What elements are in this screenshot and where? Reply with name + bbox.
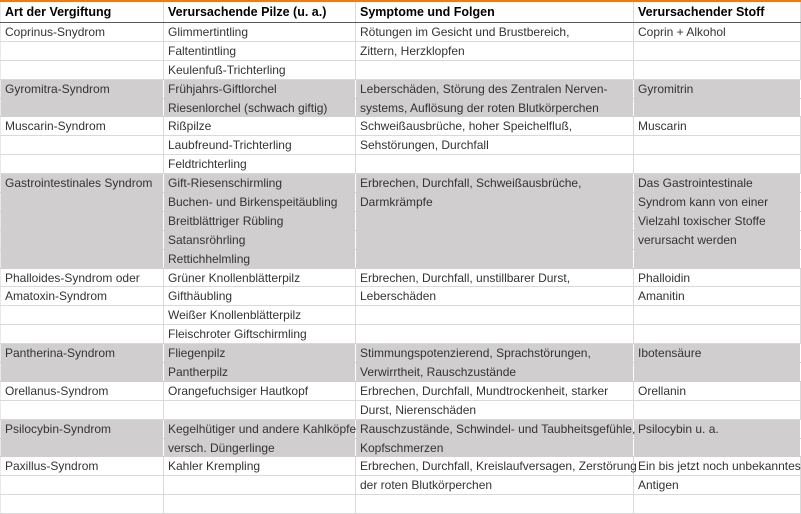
cell (164, 400, 356, 419)
column-header-verursachende-pilze: Verursachende Pilze (u. a.) (164, 1, 356, 23)
table-row (1, 325, 801, 344)
cell (634, 249, 801, 268)
cell (1, 230, 164, 249)
cell: versch. Düngerlinge (164, 438, 356, 457)
cell: Orellanus-Syndrom (1, 381, 164, 400)
table-row (1, 211, 801, 230)
table-row (1, 60, 801, 79)
cell (1, 476, 164, 495)
cell (634, 155, 801, 174)
cell: systems, Auflösung der roten Blutkörperchen (356, 98, 634, 117)
cell (356, 325, 634, 344)
cell: Leberschäden, Störung des Zentralen Nerven- (356, 79, 634, 98)
cell: Pantherina-Syndrom (1, 344, 164, 363)
cell (1, 400, 164, 419)
table-row (1, 98, 801, 117)
cell: Frühjahrs-Giftlorchel (164, 79, 356, 98)
table-row (1, 23, 801, 42)
cell: Glimmertintling (164, 23, 356, 42)
cell: Fliegenpilz (164, 344, 356, 363)
cell: Verwirrtheit, Rauschzustände (356, 363, 634, 382)
cell (164, 476, 356, 495)
cell (356, 306, 634, 325)
cell: Fleischroter Giftschirmling (164, 325, 356, 344)
column-header-art-der-vergiftung: Art der Vergiftung (1, 1, 164, 23)
cell: Rötungen im Gesicht und Brustbereich, (356, 23, 634, 42)
cell: Sehstörungen, Durchfall (356, 136, 634, 155)
table-row (1, 230, 801, 249)
cell: Gastrointestinales Syndrom (1, 174, 164, 193)
cell: Erbrechen, Durchfall, Schweißausbrüche, (356, 174, 634, 193)
cell: Erbrechen, Durchfall, Mundtrockenheit, starker (356, 381, 634, 400)
cell (1, 155, 164, 174)
cell (634, 136, 801, 155)
cell: Antigen (634, 476, 801, 495)
cell (1, 438, 164, 457)
cell: Kegelhütiger und andere Kahlköpfe (164, 419, 356, 438)
cell (164, 495, 356, 514)
cell: Faltentintling (164, 41, 356, 60)
table-row (1, 495, 801, 514)
cell (1, 98, 164, 117)
cell (356, 155, 634, 174)
cell: Orangefuchsiger Hautkopf (164, 381, 356, 400)
cell: Leberschäden (356, 287, 634, 306)
cell: Orellanin (634, 381, 801, 400)
cell: Durst, Nierenschäden (356, 400, 634, 419)
table-row (1, 363, 801, 382)
cell: Erbrechen, Durchfall, unstillbarer Durst, (356, 268, 634, 287)
cell: Psilocybin u. a. (634, 419, 801, 438)
table-row (1, 117, 801, 136)
cell (1, 193, 164, 212)
table-row (1, 79, 801, 98)
cell: Weißer Knollenblätterpilz (164, 306, 356, 325)
column-header-verursachender-stoff: Verursachender Stoff (634, 1, 801, 23)
cell (1, 249, 164, 268)
table-row (1, 457, 801, 476)
cell: Phalloides-Syndrom oder (1, 268, 164, 287)
cell: Amatoxin-Syndrom (1, 287, 164, 306)
cell: Muscarin-Syndrom (1, 117, 164, 136)
cell: Kopfschmerzen (356, 438, 634, 457)
table-row (1, 41, 801, 60)
table-row (1, 287, 801, 306)
cell (1, 41, 164, 60)
cell (356, 60, 634, 79)
cell (634, 98, 801, 117)
cell: Rißpilze (164, 117, 356, 136)
cell: Darmkrämpfe (356, 193, 634, 212)
cell: Erbrechen, Durchfall, Kreislaufversagen, Zerstörung (356, 457, 634, 476)
cell (356, 249, 634, 268)
cell: Coprin + Alkohol (634, 23, 801, 42)
cell: Gyromitrin (634, 79, 801, 98)
cell: Phalloidin (634, 268, 801, 287)
cell (634, 41, 801, 60)
table-row (1, 419, 801, 438)
cell (1, 306, 164, 325)
cell: Riesenlorchel (schwach giftig) (164, 98, 356, 117)
cell (634, 60, 801, 79)
cell (634, 363, 801, 382)
table-row (1, 476, 801, 495)
cell: Syndrom kann von einer (634, 193, 801, 212)
cell (1, 136, 164, 155)
cell: Amanitin (634, 287, 801, 306)
table-row (1, 268, 801, 287)
cell (634, 306, 801, 325)
cell (1, 325, 164, 344)
table-row (1, 155, 801, 174)
table-header (1, 1, 801, 23)
cell: Breitblättriger Rübling (164, 211, 356, 230)
table-row (1, 249, 801, 268)
cell: Grüner Knollenblätterpilz (164, 268, 356, 287)
table-row (1, 193, 801, 212)
cell (356, 495, 634, 514)
cell (634, 325, 801, 344)
cell (1, 363, 164, 382)
table-row (1, 306, 801, 325)
cell: verursacht werden (634, 230, 801, 249)
cell: Keulenfuß-Trichterling (164, 60, 356, 79)
cell (634, 400, 801, 419)
cell: Rauschzustände, Schwindel- und Taubheitsgefühle, (356, 419, 634, 438)
cell (634, 438, 801, 457)
cell: Gifthäubling (164, 287, 356, 306)
table-row (1, 136, 801, 155)
cell: Zittern, Herzklopfen (356, 41, 634, 60)
header-row (1, 1, 801, 23)
cell: der roten Blutkörperchen (356, 476, 634, 495)
cell: Buchen- und Birkenspeitäubling (164, 193, 356, 212)
cell (356, 230, 634, 249)
table-body (1, 23, 801, 514)
cell: Muscarin (634, 117, 801, 136)
cell: Ibotensäure (634, 344, 801, 363)
cell: Pantherpilz (164, 363, 356, 382)
table-row (1, 438, 801, 457)
cell (356, 211, 634, 230)
cell: Kahler Krempling (164, 457, 356, 476)
table-row (1, 344, 801, 363)
cell: Paxillus-Syndrom (1, 457, 164, 476)
cell: Psilocybin-Syndrom (1, 419, 164, 438)
cell: Schweißausbrüche, hoher Speichelfluß, (356, 117, 634, 136)
table-row (1, 381, 801, 400)
cell: Feldtrichterling (164, 155, 356, 174)
cell: Das Gastrointestinale (634, 174, 801, 193)
cell (1, 211, 164, 230)
cell: Gift-Riesenschirmling (164, 174, 356, 193)
column-header-symptome-und-folgen: Symptome und Folgen (356, 1, 634, 23)
cell: Ein bis jetzt noch unbekanntes (634, 457, 801, 476)
cell: Stimmungspotenzierend, Sprachstörungen, (356, 344, 634, 363)
cell: Laubfreund-Trichterling (164, 136, 356, 155)
cell: Coprinus-Snydrom (1, 23, 164, 42)
table-row (1, 400, 801, 419)
cell (634, 495, 801, 514)
cell: Gyromitra-Syndrom (1, 79, 164, 98)
cell (1, 60, 164, 79)
cell: Satansröhrling (164, 230, 356, 249)
cell (1, 495, 164, 514)
cell: Rettichhelmling (164, 249, 356, 268)
table-row (1, 174, 801, 193)
cell: Vielzahl toxischer Stoffe (634, 211, 801, 230)
